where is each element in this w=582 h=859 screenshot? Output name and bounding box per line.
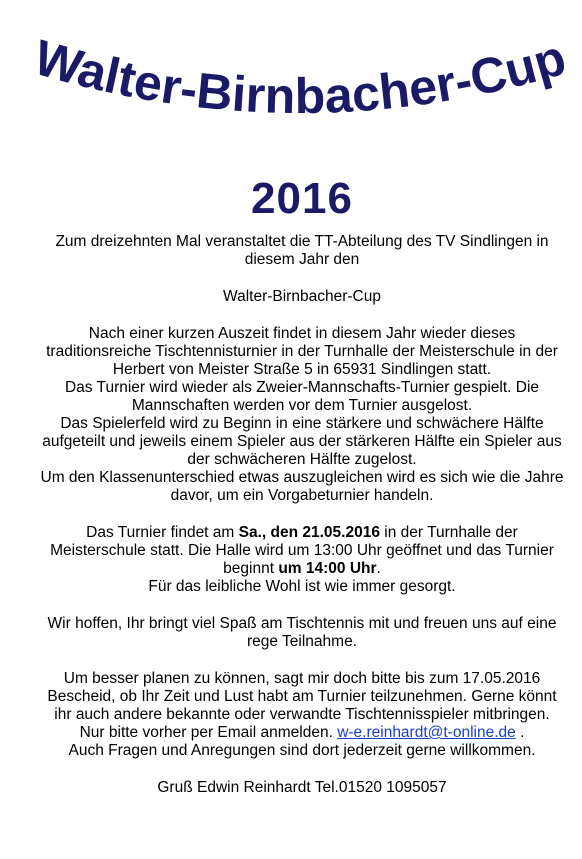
paragraph-location: Nach einer kurzen Auszeit findet in diesem Jahr wieder dieses traditionsreiche Tischtennisturnier in der Turnhalle der Meisterschule in der Herbert von Meister Straße 5 in 65931 Sindlingen statt.: [46, 325, 558, 378]
paragraph-handicap: Um den Klassenunterschied etwas auszugleichen wird es sich wie die Jahre davor, um ein Vorgabeturnier handeln.: [40, 469, 564, 504]
flyer-body: [40, 233, 564, 797]
signature: Gruß Edwin Reinhardt Tel.01520 1095057: [157, 779, 447, 796]
email-link[interactable]: w-e.reinhardt@t-online.de: [337, 724, 516, 741]
title-wordart: [0, 0, 582, 150]
paragraph-date: Das Turnier findet am Sa., den 21.05.2016 in der Turnhalle der Meisterschule statt. Die Halle wird um 13:00 Uhr geöffnet und das Turnier beginnt um 14:00 Uhr.: [50, 524, 554, 577]
title-text: Walter-Birnbacher-Cup: [28, 29, 572, 125]
start-time: um 14:00 Uhr: [278, 560, 377, 577]
intro-text: Zum dreizehnten Mal veranstaltet die TT-Abteilung des TV Sindlingen in diesem Jahr den: [55, 233, 549, 268]
paragraph-format: Das Turnier wird wieder als Zweier-Mannschafts-Turnier gespielt. Die Mannschaften werden vor dem Turnier ausgelost.: [64, 379, 540, 414]
paragraph-registration: Um besser planen zu können, sagt mir doch bitte bis zum 17.05.2016 Bescheid, ob Ihr Zeit und Lust habt am Turnier teilzunehmen. Gerne könnt ihr auch andere bekannte oder verwandte Tischtennisspieler mitbringen.: [47, 670, 557, 723]
year-heading: 2016: [251, 174, 353, 223]
paragraph-draw: Das Spielerfeld wird zu Beginn in eine stärkere und schwächere Hälfte aufgeteilt und jeweils einem Spieler aus der stärkeren Hälfte ein Spieler aus der schwächeren Hälfte zugelost.: [42, 415, 562, 468]
paragraph-catering: Für das leibliche Wohl ist wie immer gesorgt.: [148, 578, 456, 595]
paragraph-email: Nur bitte vorher per Email anmelden. w-e.reinhardt@t-online.de .: [79, 724, 525, 741]
title-banner: [0, 0, 582, 150]
paragraph-wish: Wir hoffen, Ihr bringt viel Spaß am Tischtennis mit und freuen uns auf eine rege Teilnahme.: [47, 615, 557, 650]
event-date: Sa., den 21.05.2016: [238, 524, 380, 541]
cup-name: Walter-Birnbacher-Cup: [223, 288, 381, 305]
paragraph-questions: Auch Fragen und Anregungen sind dort jederzeit gerne willkommen.: [68, 742, 536, 759]
